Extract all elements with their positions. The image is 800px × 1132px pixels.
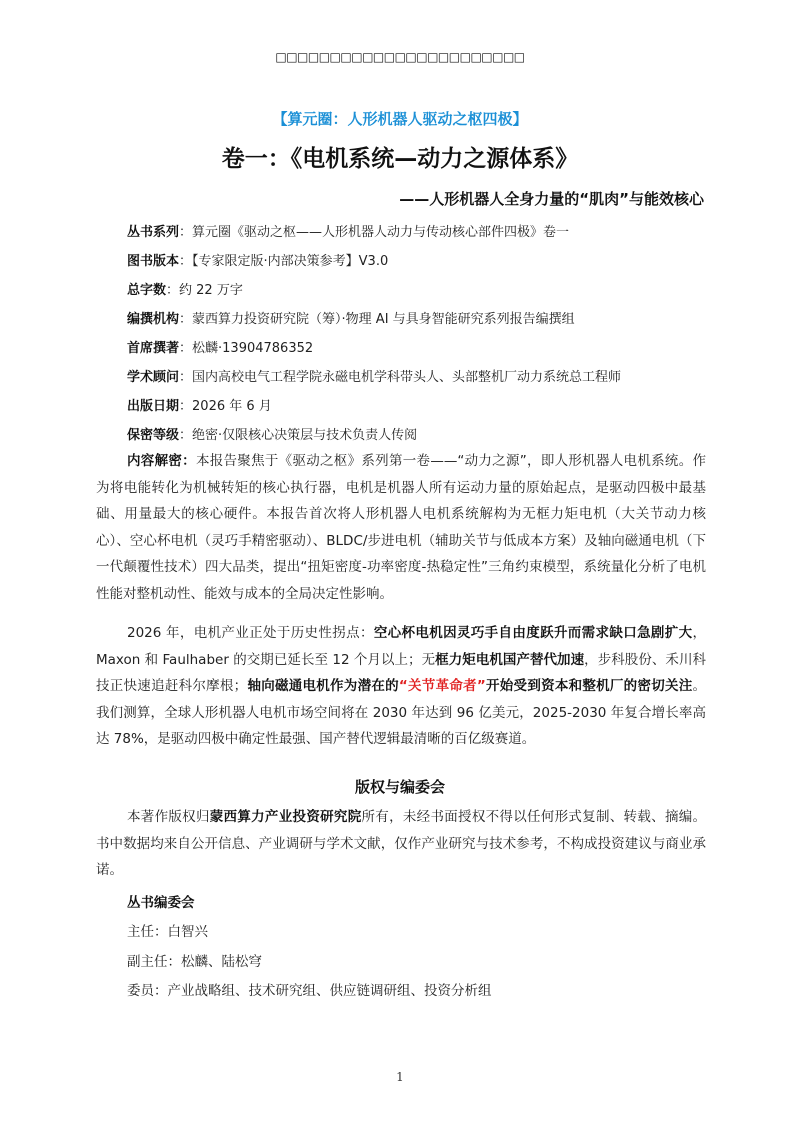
copyright-text-1: 本著作版权归 [127, 809, 210, 825]
meta-colon: ： [166, 283, 180, 298]
meta-value: 【专家限定版·内部决策参考】V3.0 [192, 254, 389, 269]
meta-value: 蒙西算力投资研究院（筹）·物理 AI 与具身智能研究系列报告编撰组 [192, 312, 575, 327]
meta-key: 编撰机构 [127, 312, 180, 327]
market-text-1: 2026 年，电机产业正处于历史性拐点： [127, 625, 374, 641]
market-red-highlight: “关节革命者” [398, 678, 486, 694]
meta-value: 2026 年 6 月 [192, 399, 272, 414]
meta-key: 学术顾问 [127, 370, 180, 385]
meta-series [127, 221, 569, 240]
meta-publish-date [127, 395, 272, 414]
copyright-section-title: 版权与编委会 [354, 778, 445, 796]
copyright-holder: 蒙西算力产业投资研究院 [209, 809, 362, 825]
abstract-label: 内容解密： [127, 453, 196, 469]
page-header: □□□□□□□□□□□□□□□□□□□□□□□ [275, 50, 525, 64]
meta-value: 绝密·仅限核心决策层与技术负责人传阅 [192, 428, 418, 443]
document-subtitle: ——人形机器人全身力量的“肌肉”与能效核心 [399, 190, 704, 208]
meta-value: 国内高校电气工程学院永磁电机学科带头人、头部整机厂动力系统总工程师 [192, 370, 622, 385]
meta-value: 松麟·13904786352 [192, 341, 314, 356]
committee-heading: 丛书编委会 [127, 895, 195, 911]
abstract-paragraph [96, 448, 706, 607]
meta-edition [127, 250, 388, 269]
meta-key: 总字数 [127, 283, 167, 298]
abstract-text: 本报告聚焦于《驱动之枢》系列第一卷——“动力之源”，即人形机器人电机系统。作为将电能转化为机械转矩的核心执行器，电机是机器人所有运动力量的原始起点，是驱动四极中最基础、用量最大的核心硬件。本报告首次将人形机器人电机系统解构为无框力矩电机（大关节动力核心）、空心杯电机（灵巧手精密驱动）、BLDC/步进电机（辅助关节与低成本方案）及轴向磁通电机（下一代颠覆性技术）四大品类，提出“扭矩密度-功率密度-热稳定性”三角约束模型，系统量化分析了电机性能对整机动性、能效与成本的全局决定性影响。 [96, 453, 706, 602]
market-highlight-1: 空心杯电机因灵巧手自由度跃升而需求缺口急剧扩大 [373, 625, 693, 641]
committee-chair: 主任：白智兴 [127, 924, 208, 940]
meta-colon: ： [179, 428, 193, 443]
meta-key: 丛书系列 [127, 225, 180, 240]
meta-colon: ： [179, 312, 193, 327]
meta-confidentiality [127, 424, 417, 443]
meta-key: 保密等级 [127, 428, 180, 443]
market-highlight-4: 开始受到资本和整机厂的密切关注 [485, 678, 693, 694]
meta-colon: ： [179, 254, 193, 269]
market-text-3: ，步科股份、禾川科技正快速追赶科尔摩根； [96, 651, 707, 694]
meta-word-count [127, 279, 243, 298]
meta-value: 算元圈《驱动之枢——人形机器人动力与传动核心部件四极》卷一 [192, 225, 570, 240]
series-tag: 【算元圈：人形机器人驱动之枢四极】 [272, 110, 528, 128]
meta-chief-author [127, 337, 313, 356]
committee-members: 委员：产业战略组、技术研究组、供应链调研组、投资分析组 [127, 983, 492, 999]
meta-advisor [127, 366, 621, 385]
market-paragraph [96, 620, 706, 753]
meta-colon: ： [179, 370, 193, 385]
market-text-4: 。我们测算，全球人形机器人电机市场空间将在 2030 年达到 96 亿美元，2025-2030 年复合增长率高达 78%，是驱动四极中确定性最强、国产替代逻辑最清晰的百亿级赛道。 [96, 678, 707, 747]
meta-colon: ： [179, 341, 193, 356]
committee-vice-chair: 副主任：松麟、陆松穹 [127, 954, 262, 970]
document-title: 卷一：《电机系统—动力之源体系》 [221, 146, 579, 172]
page-number: 1 [396, 1070, 404, 1084]
meta-institution [127, 308, 575, 327]
meta-key: 图书版本 [127, 254, 180, 269]
market-text-2: ，Maxon 和 Faulhaber 的交期已延长至 12 个月以上；无 [96, 625, 706, 668]
meta-key: 首席撰著 [127, 341, 180, 356]
meta-key: 出版日期 [127, 399, 180, 414]
meta-colon: ： [179, 399, 193, 414]
copyright-text-2: 所有，未经书面授权不得以任何形式复制、转载、摘编。书中数据均来自公开信息、产业调研与学术文献，仅作产业研究与技术参考，不构成投资建议与商业承诺。 [96, 809, 707, 878]
meta-colon: ： [179, 225, 193, 240]
meta-value: 约 22 万字 [179, 283, 243, 298]
market-highlight-3: 轴向磁通电机作为潜在的 [247, 678, 399, 694]
market-highlight-2: 框力矩电机国产替代加速 [435, 651, 585, 668]
copyright-paragraph [96, 804, 706, 884]
